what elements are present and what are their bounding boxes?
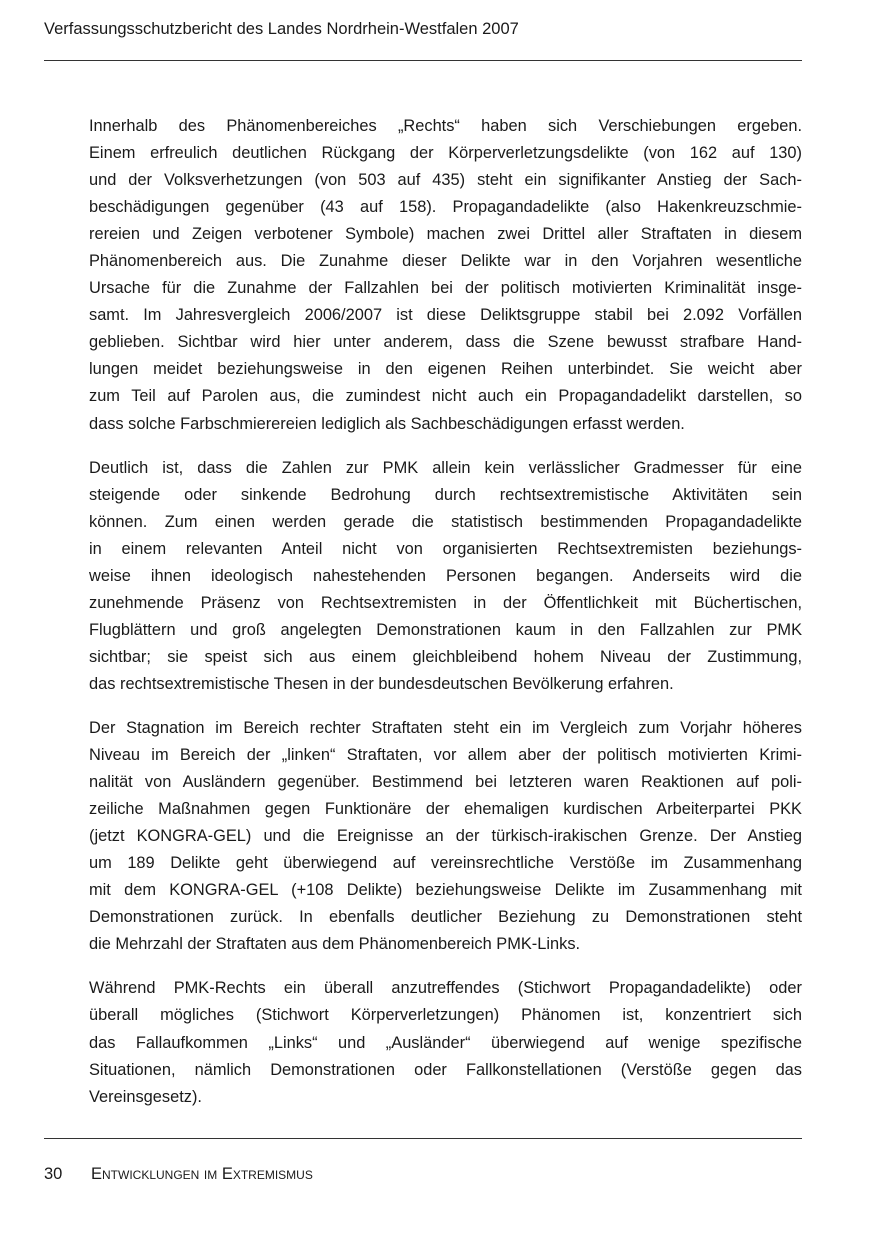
text-line: Demonstrationen zurück. In ebenfalls deutlicher Beziehung zu Demonstrationen steht xyxy=(89,908,802,927)
text-line: zum Teil auf Parolen aus, die zumindest nicht auch ein Propagandadelikt darstellen, so xyxy=(89,387,802,406)
text-line: Phänomenbereich aus. Die Zunahme dieser Delikte war in den Vorjahren wesentliche xyxy=(89,252,802,271)
paragraph xyxy=(89,975,802,1110)
text-line: rereien und Zeigen verbotener Symbole) machen zwei Drittel aller Straftaten in diesem xyxy=(89,225,802,244)
text-line: um 189 Delikte geht überwiegend auf vereinsrechtliche Verstöße im Zusammenhang xyxy=(89,854,802,873)
text-line: Ursache für die Zunahme der Fallzahlen bei der politisch motivierten Kriminalität insge- xyxy=(89,279,802,298)
text-line: steigende oder sinkende Bedrohung durch rechtsextremistische Aktivitäten sein xyxy=(89,485,802,504)
text-line: Flugblättern und groß angelegten Demonstrationen kaum in den Fallzahlen zur PMK xyxy=(89,620,802,639)
text-line: Einem erfreulich deutlichen Rückgang der Körperverletzungsdelikte (von 162 auf 130) xyxy=(89,144,802,163)
text-line: zeiliche Maßnahmen gegen Funktionäre der ehemaligen kurdischen Arbeiterpartei PKK xyxy=(89,800,802,819)
text-line: samt. Im Jahresvergleich 2006/2007 ist diese Deliktsgruppe stabil bei 2.092 Vorfällen xyxy=(89,306,802,325)
footer-section-title: Entwicklungen im Extremismus xyxy=(91,1165,313,1183)
text-line: nalität von Ausländern gegenüber. Bestimmend bei letzteren waren Reaktionen auf poli- xyxy=(89,773,802,792)
text-line: das rechtsextremistische Thesen in der bundesdeutschen Bevölkerung erfahren. xyxy=(89,674,674,693)
text-line: Vereinsgesetz). xyxy=(89,1087,202,1106)
header-divider xyxy=(44,60,802,61)
text-line: die Mehrzahl der Straftaten aus dem Phänomenbereich PMK-Links. xyxy=(89,935,581,954)
text-line: Niveau im Bereich der „linken“ Straftaten, vor allem aber der politisch motivierten Krimi- xyxy=(89,746,802,765)
text-line: geblieben. Sichtbar wird hier unter anderem, dass die Szene bewusst strafbare Hand- xyxy=(89,333,802,352)
text-line: dass solche Farbschmierereien lediglich als Sachbeschädigungen erfasst werden. xyxy=(89,414,685,433)
text-line: Deutlich ist, dass die Zahlen zur PMK allein kein verlässlicher Gradmesser für eine xyxy=(89,458,802,477)
text-line: Situationen, nämlich Demonstrationen oder Fallkonstellationen (Verstöße gegen das xyxy=(89,1060,802,1079)
paragraph xyxy=(89,113,802,438)
text-line: Innerhalb des Phänomenbereiches „Rechts“ haben sich Verschiebungen ergeben. xyxy=(89,117,802,135)
footer-divider xyxy=(44,1138,802,1139)
body-text xyxy=(89,113,802,1128)
paragraph xyxy=(89,715,802,958)
running-header: Verfassungsschutzbericht des Landes Nordrhein-Westfalen 2007 xyxy=(44,20,519,38)
text-line: und der Volksverhetzungen (von 503 auf 435) steht ein signifikanter Anstieg der Sach- xyxy=(89,171,802,190)
text-line: sichtbar; sie speist sich aus einem gleichbleibend hohem Niveau der Zustimmung, xyxy=(89,647,802,666)
text-line: lungen meidet beziehungsweise in den eigenen Reihen unterbindet. Sie weicht aber xyxy=(89,360,802,379)
text-line: in einem relevanten Anteil nicht von organisierten Rechtsextremisten beziehungs- xyxy=(89,539,802,558)
text-line: Während PMK-Rechts ein überall anzutreffendes (Stichwort Propagandadelikte) oder xyxy=(89,979,802,998)
text-line: überall mögliches (Stichwort Körperverletzungen) Phänomen ist, konzentriert sich xyxy=(89,1006,802,1025)
paragraph xyxy=(89,455,802,698)
text-line: mit dem KONGRA-GEL (+108 Delikte) beziehungsweise Delikte im Zusammenhang mit xyxy=(89,881,802,900)
text-line: können. Zum einen werden gerade die statistisch bestimmenden Propagandadelikte xyxy=(89,512,802,531)
text-line: das Fallaufkommen „Links“ und „Ausländer“ überwiegend auf wenige spezifische xyxy=(89,1033,802,1052)
text-line: beschädigungen gegenüber (43 auf 158). Propagandadelikte (also Hakenkreuzschmie- xyxy=(89,198,802,217)
page-number: 30 xyxy=(44,1165,63,1183)
text-line: zunehmende Präsenz von Rechtsextremisten in der Öffentlichkeit mit Büchertischen, xyxy=(89,593,802,612)
text-line: (jetzt KONGRA-GEL) und die Ereignisse an der türkisch-irakischen Grenze. Der Anstieg xyxy=(89,827,802,846)
text-line: weise ihnen ideologisch nahestehenden Personen begangen. Anderseits wird die xyxy=(89,566,802,585)
text-line: Der Stagnation im Bereich rechter Straftaten steht ein im Vergleich zum Vorjahr höheres xyxy=(89,718,802,737)
